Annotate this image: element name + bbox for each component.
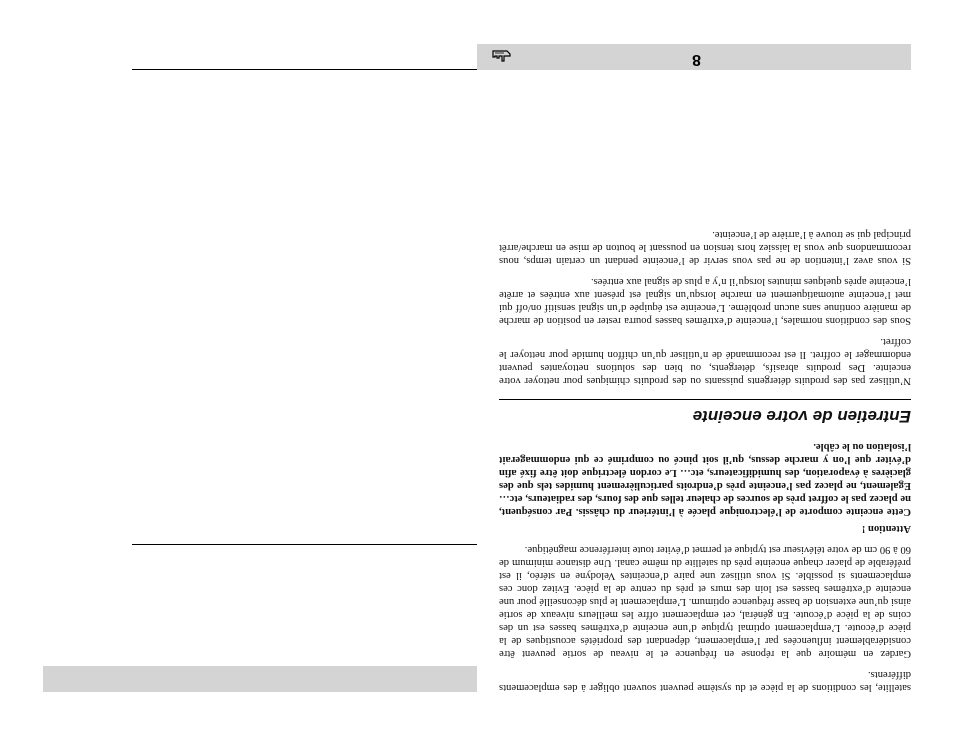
page-number: 8 <box>692 51 701 68</box>
horizontal-rule-bottom <box>132 69 477 70</box>
attention-title: Attention ! <box>861 523 911 534</box>
paragraph-operation: Sous des conditions normales, l’enceinte d’extrêmes basses pourra rester en position de marche de manière continue sans aucun problème. L’enceinte est équipée d’un signal sensitif on/off qui met l’enceinte automatiquement en marche lorsqu’un signal est présent aux entrées et arrête l’enceinte après quelques minutes lorsqu’il n’y a plus de signal aux entrées. <box>499 276 911 326</box>
page-header-band <box>43 666 477 692</box>
paragraph-cleaning: N’utilisez pas des produits détergents puissants ou des produits chimiques pour nettoyer votre enceinte. Des produits abrasifs, détergents, ou bien des solutions nettoyantes peuvent endommager le coffret. Il est recommandé de n’utiliser qu’un chiffon humide pour nettoyer le coffret. <box>499 336 911 386</box>
horizontal-rule-top <box>132 544 477 545</box>
hand-pointer-icon <box>491 49 511 65</box>
section-title: Entretien de votre enceinte <box>692 407 911 426</box>
text-page <box>477 0 911 738</box>
paragraph-power-off: Si vous avez l’intention de ne pas vous servir de l’enceinte pendant un certain temps, nous recommandons que vous la laissiez hors tension en poussant le bouton de mise en marche/arrêt principal qui se trouve à l’arrière de l’enceinte. <box>499 229 911 266</box>
paragraph-placement: Gardez en mémoire que la réponse en fréquence et le niveau de sortie peuvent être considérablement influencées par l’emplacement, dépendant des propriétés acoustiques de la pièce d’écoute. L’emplacement optimal typique d’une enceinte d’extrêmes basses est un des coins de la pièce d’écoute. En général, cet emplacement offre les meilleurs niveaux de sortie ainsi qu’une extension de basse fréquence optimum. L’emplacement le plus déconseillé pour une enceinte d’extrêmes basses est loin des murs et près du centre de la pièce. Evitez donc ces emplacements si possible. Si vous utilisez une paire d’enceintes Velodyne en stéréo, il est préférable de placer chaque enceinte près du satellite du même canal. Une distance minimum de 60 à 90 cm de votre téléviseur est typique et permet d’éviter toute interférence magnétique. <box>499 544 911 659</box>
page-footer-band <box>477 44 911 70</box>
attention-text: Cette enceinte comporte de l’électronique placée à l’intérieur du châssis. Par conséquent, ne placez pas le coffret près de sources de chaleur telles que des fours, des radiateurs, etc… Egalement, ne placez pas l’enceinte près d’endroits particulièrement humides tels que des glacières à évaporation, des humidificateurs, etc… Le cordon électrique doit être fixé afin d’éviter que l’on y marche dessus, qu’il soit pincé ou comprimé ce qui endommagerait l’isolation ou le câble. <box>499 441 911 517</box>
page-body <box>499 220 911 694</box>
paragraph-placement-end: satellite, les conditions de la pièce et du système peuvent souvent obliger à des emplacements différents. <box>499 669 911 693</box>
section-title-rule <box>499 399 911 400</box>
